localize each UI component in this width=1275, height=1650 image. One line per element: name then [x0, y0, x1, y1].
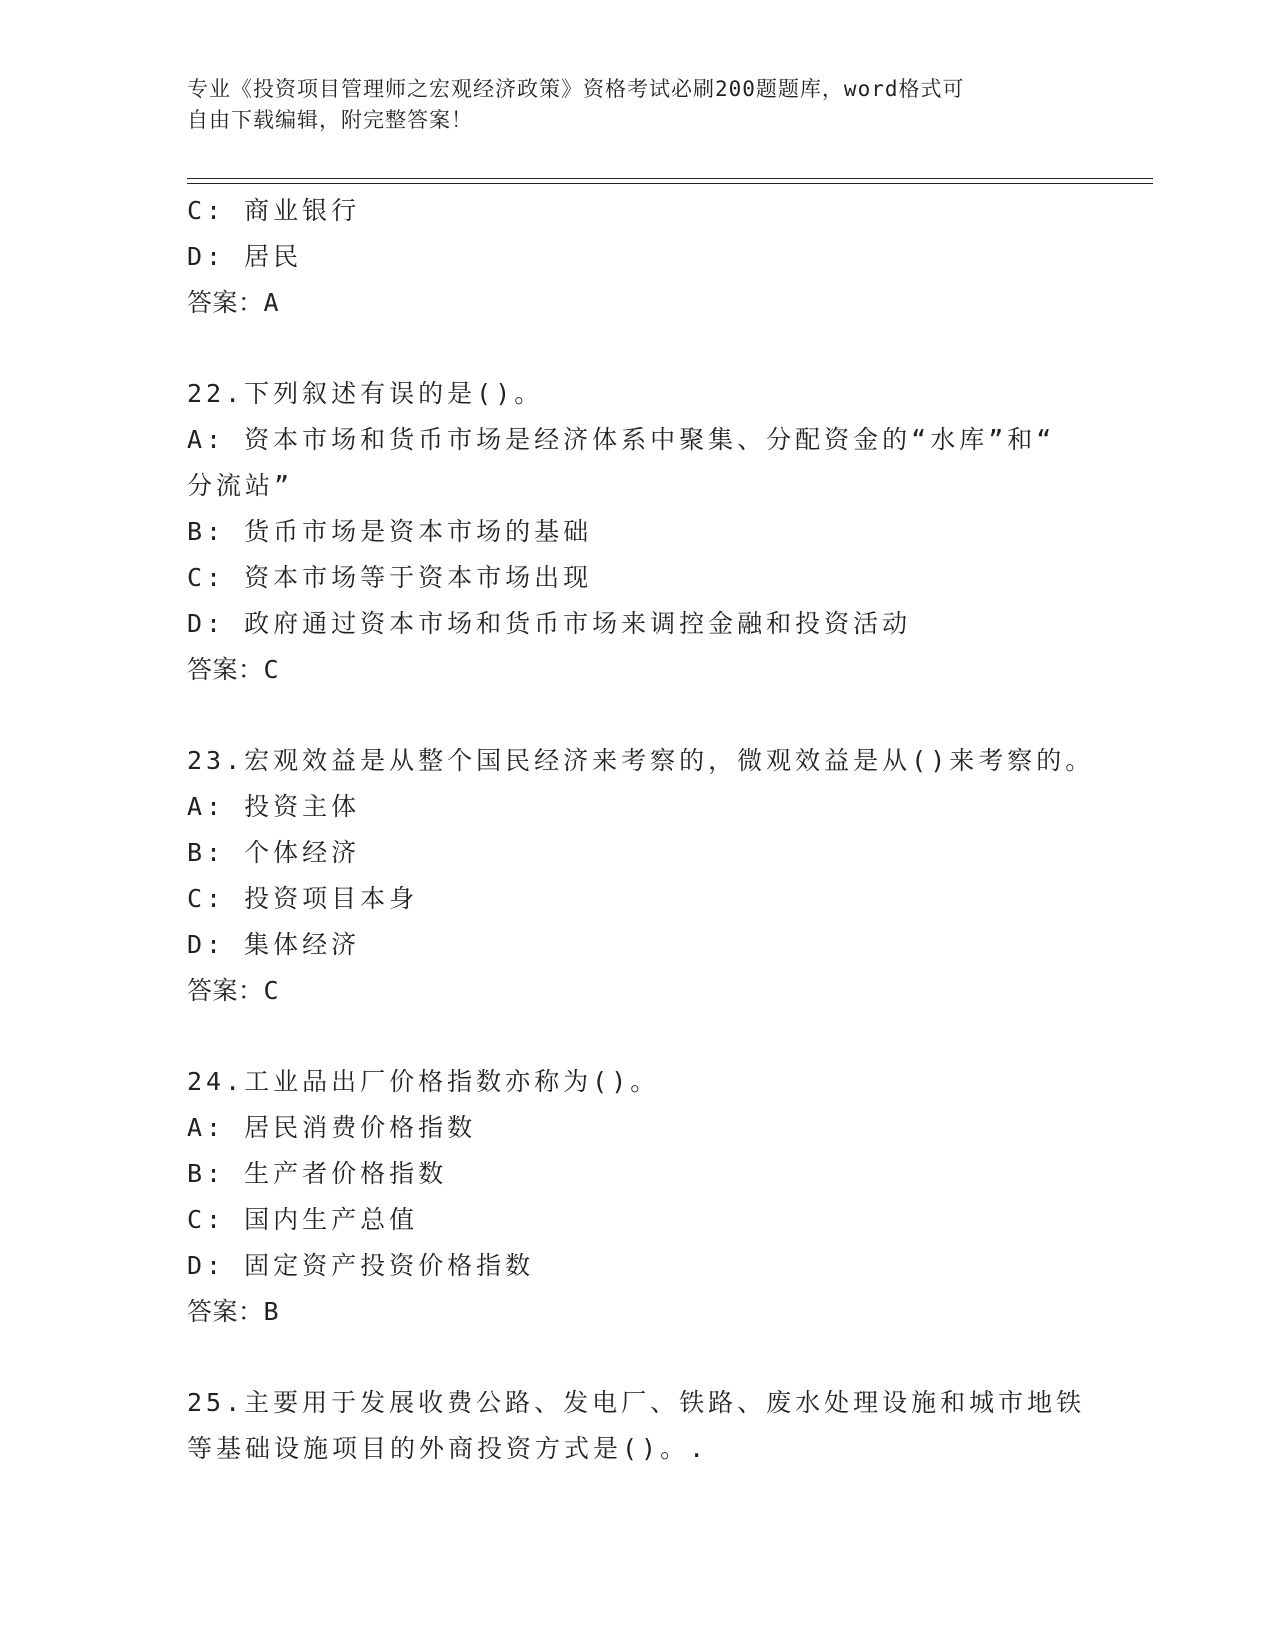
- option-b: B: 货币市场是资本市场的基础: [187, 517, 593, 546]
- option-c: C: 资本市场等于资本市场出现: [187, 563, 593, 592]
- spacer: [187, 693, 1087, 738]
- spacer: [187, 1335, 1087, 1380]
- option-a: A: 资本市场和货币市场是经济体系中聚集、分配资金的“水库”和“: [187, 425, 1056, 454]
- header-title-line-2: 自由下载编辑，附完整答案！: [187, 108, 473, 132]
- spacer: [187, 326, 1087, 371]
- question-list: [187, 188, 1095, 1472]
- option-c: C: 投资项目本身: [187, 884, 419, 913]
- option-d: D: 集体经济: [187, 930, 361, 959]
- answer-line: 答案：C: [187, 976, 280, 1005]
- option-a: A: 投资主体: [187, 792, 361, 821]
- header-rule-bottom: [187, 183, 1153, 184]
- page-header: [187, 74, 1087, 136]
- option-d: D: 居民: [187, 242, 303, 271]
- option-a: A: 居民消费价格指数: [187, 1113, 477, 1142]
- option-d: D: 政府通过资本市场和货币市场来调控金融和投资活动: [187, 609, 912, 638]
- question-stem: 22.下列叙述有误的是()。: [187, 379, 544, 408]
- previous-question-tail: [187, 188, 1087, 326]
- answer-line: 答案：A: [187, 288, 280, 317]
- option-d: D: 固定资产投资价格指数: [187, 1251, 535, 1280]
- question-24: [187, 1059, 1087, 1335]
- question-stem: 24.工业品出厂价格指数亦称为()。: [187, 1067, 660, 1096]
- header-title-line-1: 专业《投资项目管理师之宏观经济政策》资格考试必刷200题题库，word格式可: [187, 77, 965, 101]
- question-stem-continued: 等基础设施项目的外商投资方式是()。.: [187, 1434, 709, 1463]
- answer-line: 答案：B: [187, 1297, 280, 1326]
- question-stem: 23.宏观效益是从整个国民经济来考察的，微观效益是从()来考察的。: [187, 746, 1095, 775]
- question-23: [187, 738, 1095, 1014]
- answer-line: 答案：C: [187, 655, 280, 684]
- option-c: C: 商业银行: [187, 196, 361, 225]
- question-22: [187, 371, 1087, 693]
- question-25: [187, 1380, 1087, 1472]
- header-rule-top: [187, 178, 1153, 179]
- spacer: [187, 1014, 1087, 1059]
- option-c: C: 国内生产总值: [187, 1205, 419, 1234]
- option-b: B: 生产者价格指数: [187, 1159, 448, 1188]
- question-stem: 25.主要用于发展收费公路、发电厂、铁路、废水处理设施和城市地铁: [187, 1388, 1086, 1417]
- option-a-continued: 分流站”: [187, 471, 294, 500]
- option-b: B: 个体经济: [187, 838, 361, 867]
